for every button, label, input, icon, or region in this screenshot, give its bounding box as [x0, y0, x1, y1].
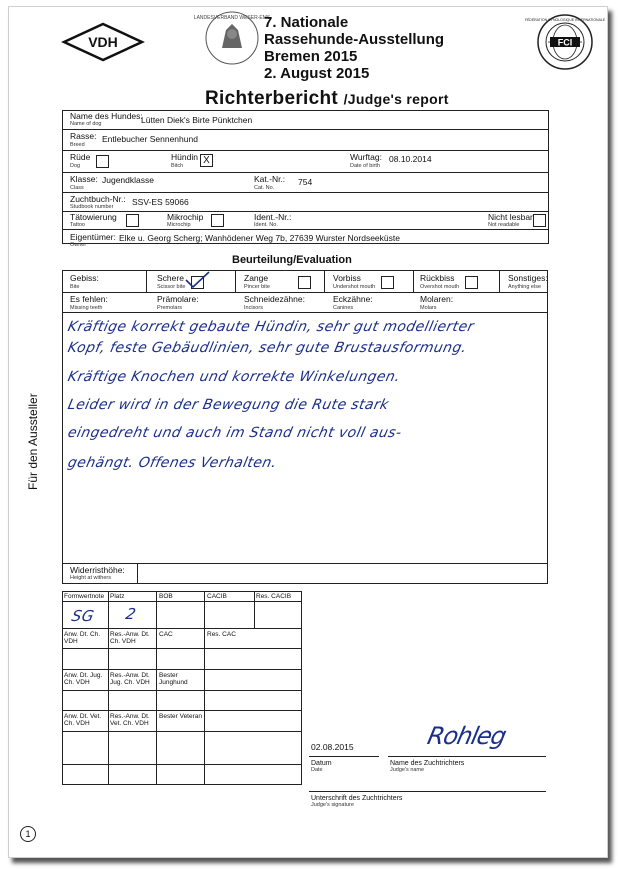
event-line-4: 2. August 2015 [264, 65, 370, 82]
undershot-label: Vorbiss [333, 273, 361, 283]
res-anw-dt-ch-vdh: Res.-Anw. Dt. Ch. VDH [110, 631, 150, 645]
premolar-sub: Premolars [157, 305, 183, 311]
fci-logo-text: FCI [557, 37, 573, 48]
event-line-2: Rassehunde-Ausstellung [264, 31, 445, 48]
female-label: Hündin [171, 152, 198, 162]
height-label: Widerristhöhe: [70, 565, 125, 575]
date-label: Datum [311, 760, 332, 767]
col-res-cacib: Res. CACIB [256, 593, 292, 600]
female-sub: Bitch [171, 163, 184, 169]
undershot-sub: Undershot mouth [333, 284, 376, 290]
breed-label: Rasse: [70, 131, 97, 141]
tattoo-checkbox[interactable] [126, 214, 139, 227]
studbook-sub: Studbook number [70, 204, 114, 210]
judge-name-sub: Judge's name [390, 767, 425, 773]
handwritten-line-4: Leider wird in der Bewegung die Rute stark [66, 397, 391, 413]
event-title [264, 14, 444, 82]
signature-label: Unterschrift des Zuchtrichters [311, 795, 403, 802]
handwritten-line-1: Kräftige korrekt gebaute Hündin, sehr gut modellierter [66, 319, 476, 335]
overshot-label: Rückbiss [420, 273, 455, 283]
bite-sub: Bite [70, 284, 80, 290]
unreadable-sub: Not readable [488, 222, 520, 228]
whelp-sub: Date of birth [350, 163, 380, 169]
cat-value: 754 [298, 177, 313, 187]
other-sub: Anything else [508, 284, 542, 290]
studbook-value: SSV-ES 59066 [132, 197, 189, 207]
bester-junghund-cell: Bester Junghund [159, 672, 188, 686]
breed-value: Entlebucher Sennenhund [102, 134, 198, 144]
dog-name-value: Lütten Diek's Birte Pünktchen [141, 115, 253, 125]
ident-sub: Ident. No. [254, 222, 278, 228]
col-cacib: CACIB [207, 593, 227, 600]
page-number: 1 [20, 826, 36, 842]
missing-label: Es fehlen: [70, 294, 108, 304]
owner-label: Eigentümer: [70, 232, 116, 242]
grade-value: SG [70, 607, 96, 625]
event-line-3: Bremen 2015 [264, 48, 358, 65]
undershot-checkbox[interactable] [381, 276, 394, 289]
anw-dt-jug-ch-vdh: Anw. Dt. Jug. Ch. VDH [64, 672, 103, 686]
male-checkbox[interactable] [96, 155, 109, 168]
male-label: Rüde [70, 152, 91, 162]
anw-dt-ch-vdh: Anw. Dt. Ch. VDH [64, 631, 101, 645]
owner-sub: Owner [70, 242, 87, 248]
landesverband-seal [193, 10, 271, 66]
chip-sub: Microchip [167, 222, 191, 228]
signature-sub: Judge's signature [311, 802, 354, 808]
whelp-label: Wurftag: [350, 152, 382, 162]
handwritten-line-3: Kräftige Knochen und korrekte Winkelungen. [66, 369, 402, 385]
owner-value: Elke u. Georg Scherg; Wanhödener Weg 7b, 27639 Wurster Nordseeküste [119, 233, 400, 243]
name-sub: Name of dog [70, 121, 102, 127]
landesverband-text: LANDESVERBAND WESER-EMS [193, 15, 271, 21]
class-sub: Class [70, 185, 84, 191]
other-label: Sonstiges: [508, 273, 548, 283]
vdh-logo [62, 22, 144, 62]
female-checkbox[interactable]: X [200, 154, 213, 167]
unreadable-label: Nicht lesbar [488, 212, 533, 222]
handwritten-line-2: Kopf, feste Gebäudlinien, sehr gute Brustausformung. [66, 340, 469, 356]
place-value: 2 [124, 605, 138, 623]
class-label: Klasse: [70, 174, 98, 184]
report-title [205, 88, 449, 110]
breed-sub: Breed [70, 142, 85, 148]
incisor-sub: Incisors [244, 305, 263, 311]
anw-dt-vet-ch-vdh: Anw. Dt. Vet. Ch. VDH [64, 713, 102, 727]
scissor-sub: Scissor bite [157, 284, 186, 290]
male-sub: Dog [70, 163, 81, 169]
col-platz: Platz [110, 593, 125, 600]
cac-cell: CAC [159, 631, 173, 638]
report-title-en: /Judge's report [343, 91, 449, 107]
height-sub: Height at withers [70, 575, 111, 581]
cat-label: Kat.-Nr.: [254, 174, 286, 184]
fci-ring-text: FÉDÉRATION CYNOLOGIQUE INTERNATIONALE [524, 18, 606, 22]
canine-sub: Canines [333, 305, 354, 311]
pincer-sub: Pincer bite [244, 284, 270, 290]
judge-name-label: Name des Zuchtrichters [390, 760, 465, 767]
scissor-check-mark [183, 270, 211, 290]
evaluation-heading: Beurteilung/Evaluation [232, 254, 352, 266]
event-line-1: 7. Nationale [264, 14, 349, 31]
molar-label: Molaren: [420, 294, 454, 304]
incisor-label: Schneidezähne: [244, 294, 305, 304]
tattoo-label: Tätowierung [70, 212, 117, 222]
cat-sub: Cat. No. [254, 185, 275, 191]
bester-veteran-cell: Bester Veteran [159, 713, 202, 720]
vdh-logo-text: VDH [88, 34, 118, 50]
judge-signature: Rohleg [425, 722, 509, 750]
res-cac-cell: Res. CAC [207, 631, 236, 638]
fci-logo [524, 13, 606, 71]
missing-sub: Missing teeth [70, 305, 103, 311]
res-anw-dt-jug-ch-vdh: Res.-Anw. Dt. Jug. Ch. VDH [110, 672, 150, 686]
canine-label: Eckzähne: [333, 294, 373, 304]
bite-label: Gebiss: [70, 273, 99, 283]
res-anw-dt-vet-ch-vdh: Res.-Anw. Dt. Vet. Ch. VDH [110, 713, 150, 727]
handwritten-line-5: eingedreht und auch im Stand nicht voll aus- [66, 425, 404, 441]
overshot-checkbox[interactable] [465, 276, 478, 289]
class-value: Jugendklasse [102, 175, 154, 185]
whelp-value: 08.10.2014 [389, 154, 432, 164]
studbook-label: Zuchtbuch-Nr.: [70, 194, 126, 204]
pincer-checkbox[interactable] [298, 276, 311, 289]
tattoo-sub: Tattoo [70, 222, 85, 228]
name-label: Name des Hundes: [70, 111, 143, 121]
unreadable-checkbox[interactable] [533, 214, 546, 227]
handwritten-line-6: gehängt. Offenes Verhalten. [66, 455, 279, 471]
scissor-label: Schere [157, 273, 184, 283]
col-bob: BOB [159, 593, 173, 600]
date-sub: Date [311, 767, 323, 773]
chip-label: Mikrochip [167, 212, 204, 222]
molar-sub: Molars [420, 305, 437, 311]
premolar-label: Prämolare: [157, 294, 199, 304]
exhibitor-side-label: Für den Aussteller [26, 393, 40, 490]
results-table [62, 591, 302, 785]
report-title-de: Richterbericht [205, 88, 339, 109]
col-formwert: Formwertnote [64, 593, 105, 600]
ident-label: Ident.-Nr.: [254, 212, 292, 222]
date-value: 02.08.2015 [311, 742, 354, 752]
chip-checkbox[interactable] [211, 214, 224, 227]
pincer-label: Zange [244, 273, 269, 283]
overshot-sub: Overshot mouth [420, 284, 460, 290]
